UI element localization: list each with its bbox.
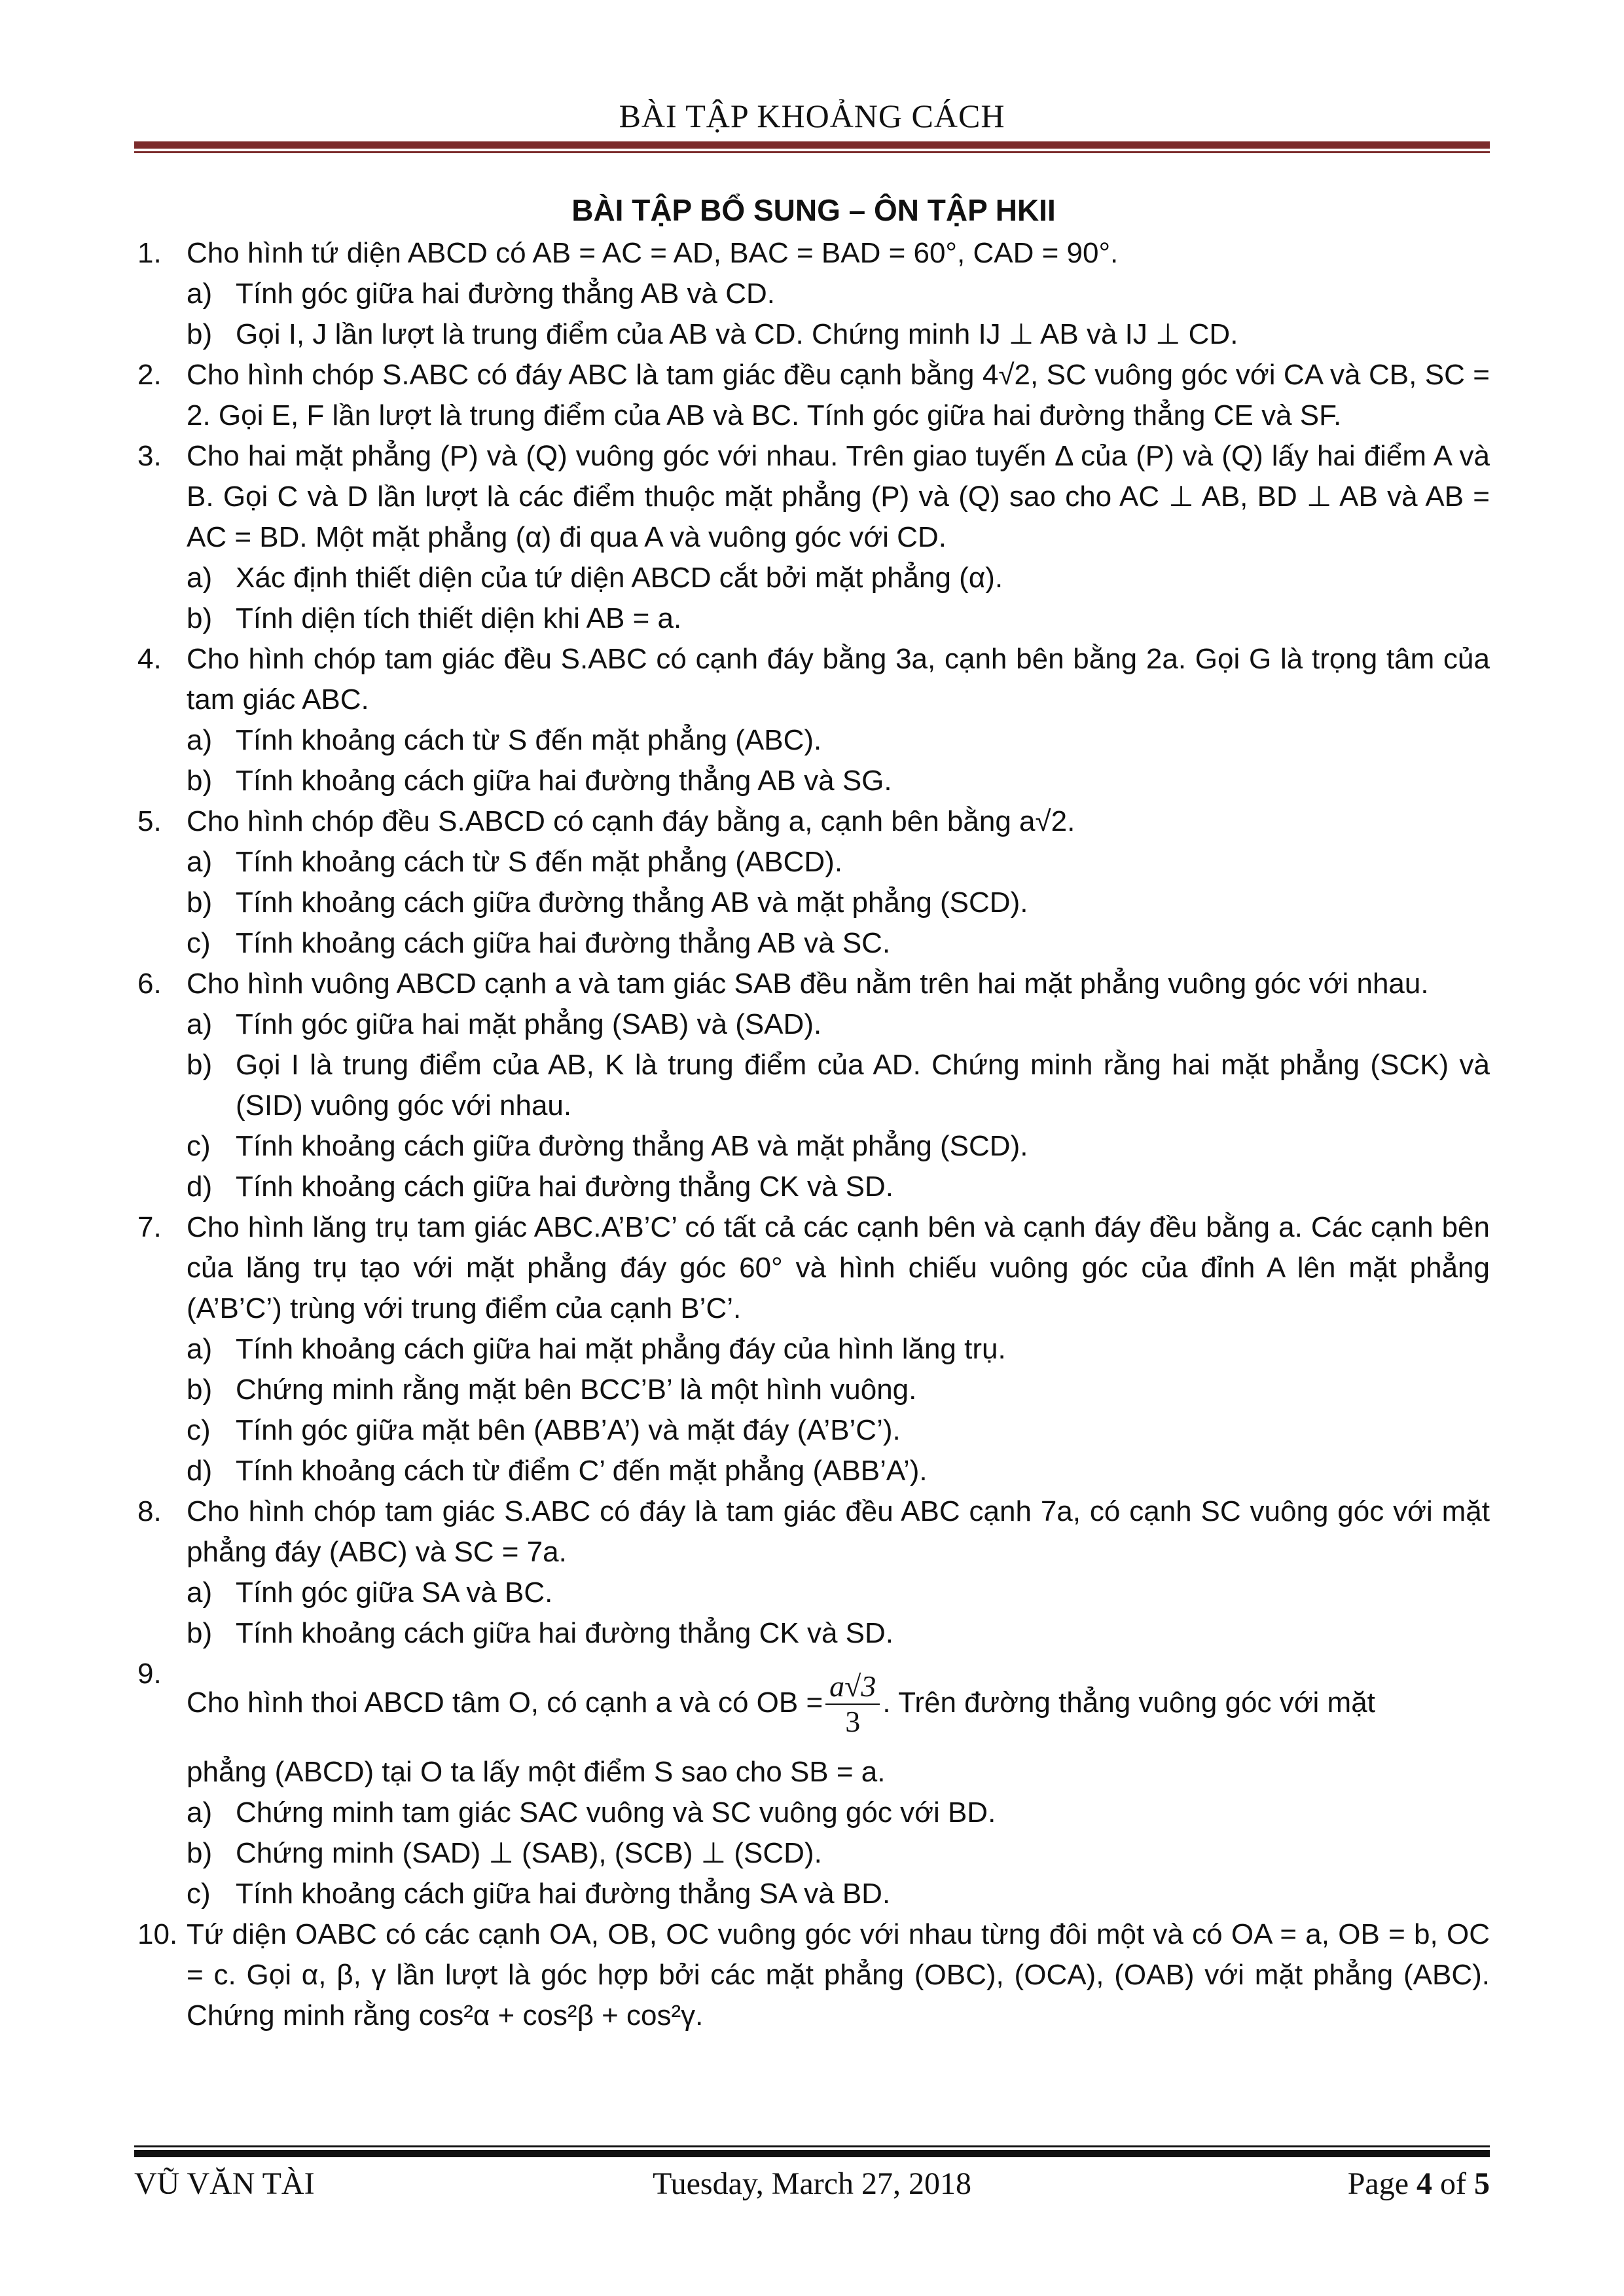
section-title: BÀI TẬP BỔ SUNG – ÔN TẬP HKII bbox=[571, 193, 1056, 227]
sub-question bbox=[137, 598, 1490, 639]
problem-number: 2. bbox=[137, 359, 162, 391]
sub-question-text: Tính khoảng cách giữa hai đường thẳng AB và SC. bbox=[236, 927, 891, 959]
sub-question-label: a) bbox=[187, 724, 213, 756]
problem-number: 6. bbox=[137, 968, 162, 1000]
sub-question bbox=[137, 558, 1490, 598]
sub-question bbox=[137, 1370, 1490, 1410]
sub-question-text: Tính khoảng cách giữa hai đường thẳng SA và BD. bbox=[236, 1878, 891, 1910]
sub-question bbox=[137, 842, 1490, 883]
problem-item bbox=[137, 801, 1490, 842]
sub-question-label: c) bbox=[187, 1878, 211, 1910]
header-rule bbox=[134, 141, 1490, 149]
problem-text: Cho hình vuông ABCD cạnh a và tam giác SAB đều nằm trên hai mặt phẳng vuông góc với nhau. bbox=[187, 968, 1429, 1000]
sub-question bbox=[137, 1874, 1490, 1914]
problem-text-line bbox=[187, 1654, 1490, 1752]
problem-item bbox=[137, 1914, 1490, 2036]
problem-text: phẳng (ABCD) tại O ta lấy một điểm S sao cho SB = a. bbox=[187, 1756, 886, 1788]
sub-question-label: a) bbox=[187, 562, 213, 594]
sub-question-text: Gọi I là trung điểm của AB, K là trung điểm của AD. Chứng minh rằng hai mặt phẳng (SCK) và (SID) vuông góc với nhau. bbox=[236, 1049, 1490, 1121]
sub-question-text: Gọi I, J lần lượt là trung điểm của AB và CD. Chứng minh IJ ⊥ AB và IJ ⊥ CD. bbox=[236, 318, 1238, 350]
sub-question bbox=[137, 1573, 1490, 1613]
sub-question-label: a) bbox=[187, 846, 213, 878]
footer-author: VŨ VĂN TÀI bbox=[134, 2166, 315, 2201]
problem-text: Tứ diện OABC có các cạnh OA, OB, OC vuông góc với nhau từng đôi một và có OA = a, OB = b, OC = c. Gọi α, β, γ lần lượt là góc hợp bởi các mặt phẳng (OBC), (OCA), (OAB) với mặt phẳng (ABC). Chứng minh rằng cos²α + cos²β + cos²γ. bbox=[187, 1918, 1490, 2032]
fraction-numerator: a√3 bbox=[825, 1669, 880, 1705]
sub-question-label: b) bbox=[187, 886, 213, 919]
footer-rule-thin bbox=[134, 2145, 1490, 2147]
sub-question-text: Tính góc giữa SA và BC. bbox=[236, 1576, 553, 1609]
sub-question bbox=[137, 1329, 1490, 1370]
sub-question-text: Tính khoảng cách giữa hai đường thẳng AB và SG. bbox=[236, 765, 892, 797]
sub-question bbox=[137, 883, 1490, 923]
sub-question-label: b) bbox=[187, 1049, 213, 1081]
fraction-denominator: 3 bbox=[845, 1705, 861, 1739]
sub-question bbox=[137, 923, 1490, 964]
footer bbox=[134, 2166, 1490, 2208]
sub-question-text: Chứng minh (SAD) ⊥ (SAB), (SCB) ⊥ (SCD). bbox=[236, 1837, 822, 1869]
sub-question-label: b) bbox=[187, 1374, 213, 1406]
problem-text: Cho hình chóp đều S.ABCD có cạnh đáy bằng a, cạnh bên bằng a√2. bbox=[187, 805, 1075, 837]
problem-item bbox=[137, 436, 1490, 558]
sub-question-label: a) bbox=[187, 1333, 213, 1365]
sub-question-text: Tính góc giữa hai đường thẳng AB và CD. bbox=[236, 278, 776, 310]
sub-question bbox=[137, 1045, 1490, 1126]
sub-question-text: Tính góc giữa hai mặt phẳng (SAB) và (SAD). bbox=[236, 1008, 822, 1040]
sub-question-label: b) bbox=[187, 765, 213, 797]
problem-item bbox=[137, 233, 1490, 274]
problem-number: 8. bbox=[137, 1495, 162, 1527]
sub-question-text: Tính khoảng cách giữa đường thẳng AB và mặt phẳng (SCD). bbox=[236, 886, 1028, 919]
problem-number: 3. bbox=[137, 440, 162, 472]
header-rule-thin bbox=[134, 151, 1490, 153]
sub-question bbox=[137, 1410, 1490, 1451]
sub-question-label: c) bbox=[187, 927, 211, 959]
problem-number: 9. bbox=[137, 1658, 162, 1690]
problem-text: Cho hình chóp tam giác đều S.ABC có cạnh đáy bằng 3a, cạnh bên bằng 2a. Gọi G là trọng tâm của tam giác ABC. bbox=[187, 643, 1490, 716]
sub-question-label: a) bbox=[187, 1576, 213, 1609]
sub-question-label: b) bbox=[187, 1617, 213, 1649]
sub-question bbox=[137, 720, 1490, 761]
fraction bbox=[825, 1669, 880, 1739]
sub-question-text: Chứng minh tam giác SAC vuông và SC vuông góc với BD. bbox=[236, 1796, 996, 1829]
problem-text: Cho hình chóp S.ABC có đáy ABC là tam giác đều cạnh bằng 4√2, SC vuông góc với CA và CB, SC = 2. Gọi E, F lần lượt là trung điểm của AB và BC. Tính góc giữa hai đường thẳng CE và SF. bbox=[187, 359, 1490, 431]
sub-question-label: b) bbox=[187, 318, 213, 350]
sub-question bbox=[137, 761, 1490, 801]
sub-question-text: Tính diện tích thiết diện khi AB = a. bbox=[236, 602, 682, 634]
sub-question bbox=[137, 1004, 1490, 1045]
footer-rule bbox=[134, 2150, 1490, 2157]
problem-text: . Trên đường thẳng vuông góc với mặt bbox=[882, 1686, 1375, 1719]
problem-text: Cho hai mặt phẳng (P) và (Q) vuông góc với nhau. Trên giao tuyến Δ của (P) và (Q) lấy hai điểm A và B. Gọi C và D lần lượt là các điểm thuộc mặt phẳng (P) và (Q) sao cho AC ⊥ AB, BD ⊥ AB và AB = AC = BD. Một mặt phẳng (α) đi qua A và vuông góc với CD. bbox=[187, 440, 1490, 553]
sub-question-text: Xác định thiết diện của tứ diện ABCD cắt bởi mặt phẳng (α). bbox=[236, 562, 1003, 594]
sub-question-text: Chứng minh rằng mặt bên BCC’B’ là một hình vuông. bbox=[236, 1374, 917, 1406]
sub-question-label: c) bbox=[187, 1414, 211, 1446]
problem-text: Cho hình thoi ABCD tâm O, có cạnh a và có OB = bbox=[187, 1686, 823, 1719]
sub-question-label: a) bbox=[187, 1008, 213, 1040]
sub-question bbox=[137, 1613, 1490, 1654]
problem-list bbox=[137, 233, 1490, 2036]
footer-date: Tuesday, March 27, 2018 bbox=[652, 2166, 972, 2201]
problem-item bbox=[137, 1207, 1490, 1329]
sub-question-label: c) bbox=[187, 1130, 211, 1162]
problem-item bbox=[137, 964, 1490, 1004]
problem-item bbox=[137, 1654, 1490, 1793]
sub-question-label: b) bbox=[187, 1837, 213, 1869]
sub-question-text: Tính khoảng cách từ S đến mặt phẳng (ABCD). bbox=[236, 846, 843, 878]
sub-question bbox=[137, 1167, 1490, 1207]
problem-item bbox=[137, 355, 1490, 436]
sub-question-text: Tính khoảng cách giữa hai mặt phẳng đáy của hình lăng trụ. bbox=[236, 1333, 1006, 1365]
sub-question bbox=[137, 314, 1490, 355]
sub-question-text: Tính khoảng cách từ điểm C’ đến mặt phẳng (ABB’A’). bbox=[236, 1455, 928, 1487]
problem-item bbox=[137, 639, 1490, 720]
sub-question-label: d) bbox=[187, 1455, 213, 1487]
sub-question-text: Tính khoảng cách giữa hai đường thẳng CK và SD. bbox=[236, 1171, 894, 1203]
sub-question bbox=[137, 1793, 1490, 1833]
sub-question-text: Tính góc giữa mặt bên (ABB’A’) và mặt đáy (A’B’C’). bbox=[236, 1414, 901, 1446]
content bbox=[137, 190, 1490, 2036]
problem-text: Cho hình tứ diện ABCD có AB = AC = AD, BAC = BAD = 60°, CAD = 90°. bbox=[187, 237, 1119, 269]
problem-number: 1. bbox=[137, 237, 162, 269]
problem-text: Cho hình chóp tam giác S.ABC có đáy là tam giác đều ABC cạnh 7a, có cạnh SC vuông góc với mặt phẳng đáy (ABC) và SC = 7a. bbox=[187, 1495, 1490, 1568]
problem-number: 5. bbox=[137, 805, 162, 837]
sub-question bbox=[137, 1126, 1490, 1167]
problem-item bbox=[137, 1491, 1490, 1573]
sub-question-label: a) bbox=[187, 1796, 213, 1829]
sub-question-label: a) bbox=[187, 278, 213, 310]
problem-number: 7. bbox=[137, 1211, 162, 1243]
footer-page-number: Page 4 of 5 bbox=[1347, 2166, 1490, 2201]
problem-number: 10. bbox=[137, 1918, 178, 1950]
sub-question-text: Tính khoảng cách giữa hai đường thẳng CK và SD. bbox=[236, 1617, 894, 1649]
sub-question bbox=[137, 274, 1490, 314]
sub-question-text: Tính khoảng cách từ S đến mặt phẳng (ABC). bbox=[236, 724, 822, 756]
sub-question bbox=[137, 1451, 1490, 1491]
header-title: BÀI TẬP KHOẢNG CÁCH bbox=[619, 98, 1005, 134]
sub-question-label: b) bbox=[187, 602, 213, 634]
problem-number: 4. bbox=[137, 643, 162, 675]
sub-question-text: Tính khoảng cách giữa đường thẳng AB và mặt phẳng (SCD). bbox=[236, 1130, 1028, 1162]
sub-question bbox=[137, 1833, 1490, 1874]
sub-question-label: d) bbox=[187, 1171, 213, 1203]
problem-text: Cho hình lăng trụ tam giác ABC.A’B’C’ có tất cả các cạnh bên và cạnh đáy đều bằng a. Các cạnh bên của lăng trụ tạo với mặt phẳng đáy góc 60° và hình chiếu vuông góc của đỉnh A lên mặt phẳng (A’B’C’) trùng với trung điểm của cạnh B’C’. bbox=[187, 1211, 1490, 1324]
